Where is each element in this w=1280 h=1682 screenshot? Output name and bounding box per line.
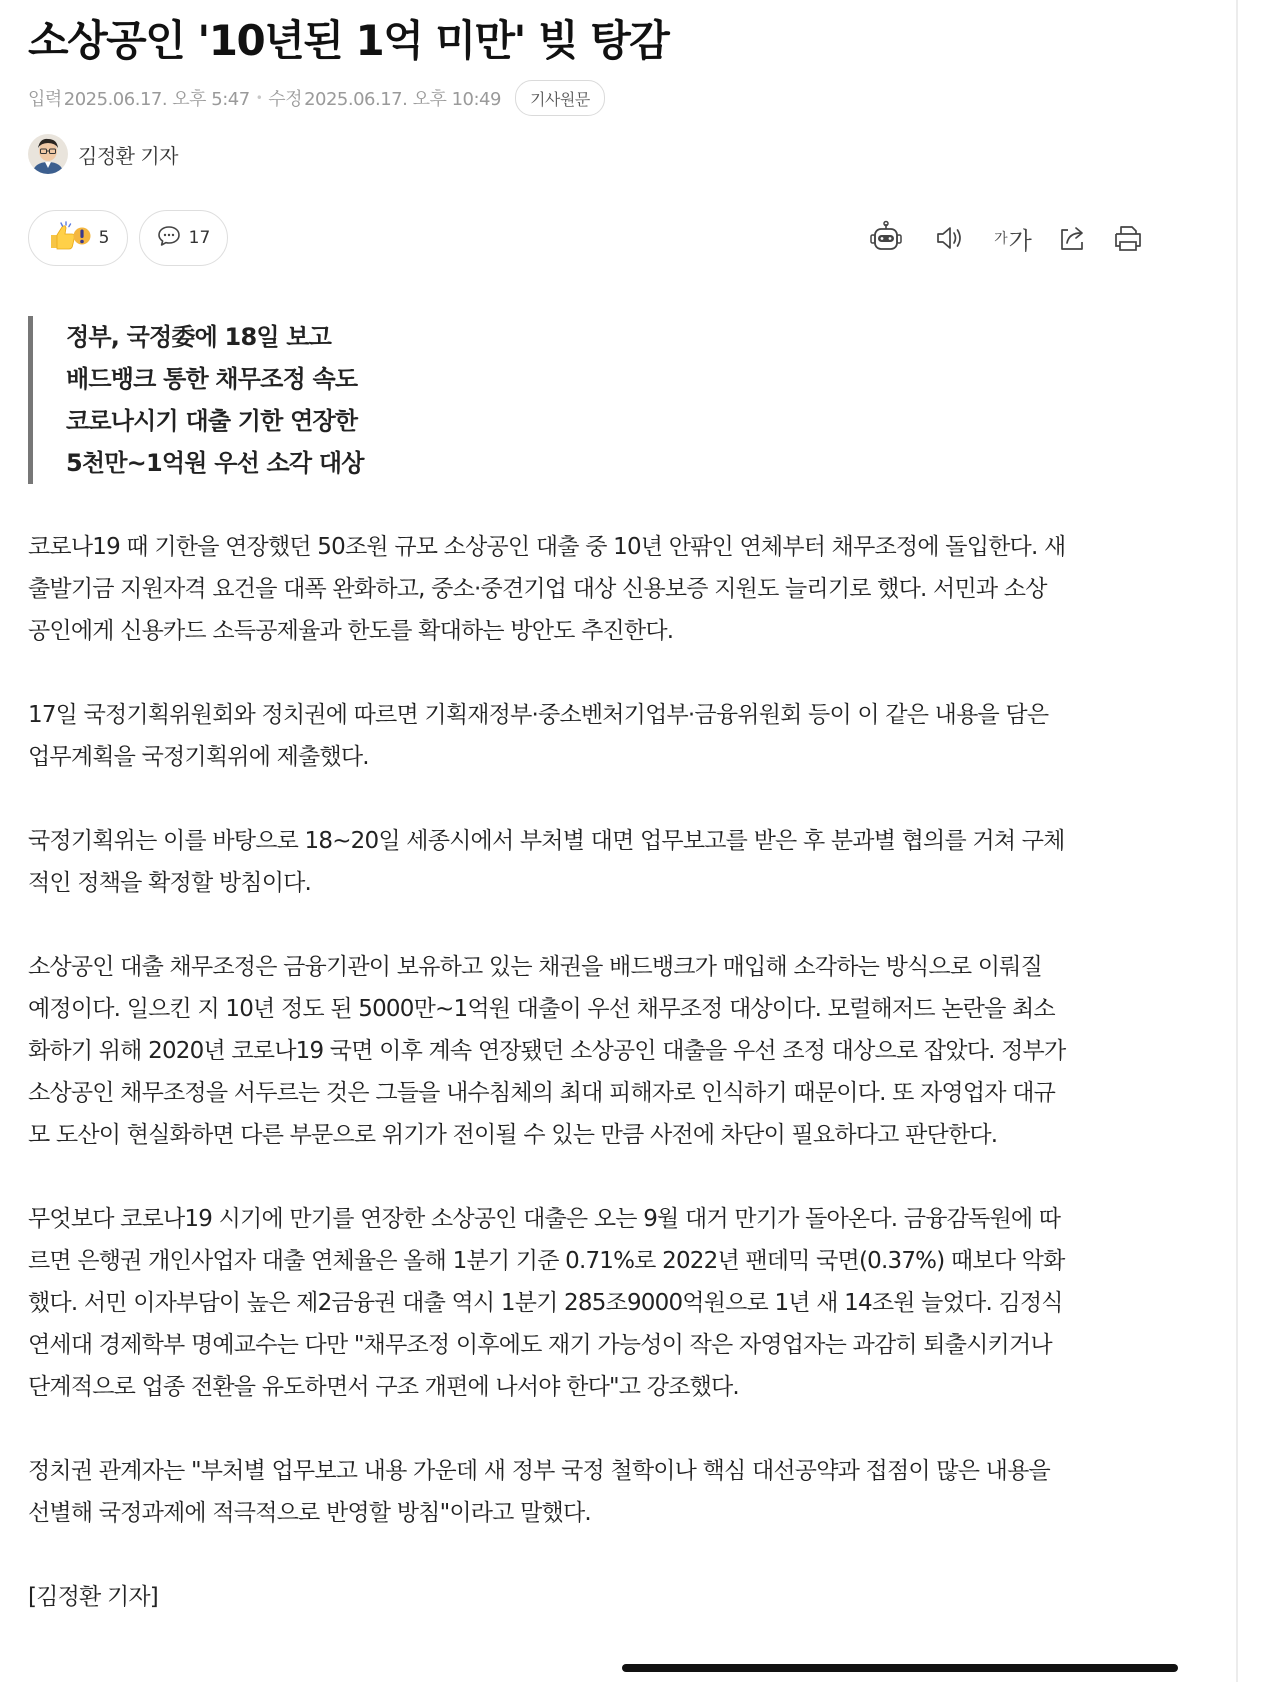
- speech-bubble-icon: [157, 225, 181, 251]
- article-summary: [28, 316, 364, 484]
- body-line: 17일 국정기획위원회와 정치권에 따르면 기획재정부·중소벤처기업부·금융위원회 등이 이 같은 내용을 담은: [28, 702, 1049, 728]
- body-line: 업무계획을 국정기획위에 제출했다.: [28, 744, 369, 770]
- font-size-small-label: 가: [994, 231, 1008, 247]
- body-line: 무엇보다 코로나19 시기에 만기를 연장한 소상공인 대출은 오는 9월 대거 만기가 돌아온다. 금융감독원에 따: [28, 1206, 1061, 1232]
- body-line: 모 도산이 현실화하면 다른 부문으로 위기가 전이될 수 있는 만큼 사전에 차단이 필요하다고 판단한다.: [28, 1122, 998, 1148]
- comment-count: 17: [188, 228, 211, 248]
- article-headline: 소상공인 '10년된 1억 미만' 빚 탕감: [28, 16, 669, 65]
- summary-line: 정부, 국정委에 18일 보고: [66, 323, 332, 351]
- reaction-button[interactable]: [28, 210, 128, 266]
- body-line: 르면 은행권 개인사업자 대출 연체율은 올해 1분기 기준 0.71%로 2022년 팬데믹 국면(0.37%) 때보다 악화: [28, 1248, 1065, 1274]
- body-line: 했다. 서민 이자부담이 높은 제2금융권 대출 역시 1분기 285조9000억원으로 1년 새 14조원 늘었다. 김정식: [28, 1290, 1063, 1316]
- speaker-icon[interactable]: [929, 218, 969, 258]
- edit-time: 2025.06.17. 오후 10:49: [304, 89, 501, 110]
- body-paragraph: [28, 820, 1178, 904]
- input-label: 입력: [28, 89, 62, 110]
- body-line: 예정이다. 일으킨 지 10년 정도 된 5000만~1억원 대출이 우선 채무조정 대상이다. 모럴해저드 논란을 최소: [28, 996, 1055, 1022]
- body-line: 단계적으로 업종 전환을 유도하면서 구조 개편에 나서야 한다"고 강조했다.: [28, 1374, 739, 1400]
- page-right-border: [1236, 0, 1238, 1682]
- author-avatar: [28, 134, 68, 174]
- print-icon[interactable]: [1108, 218, 1148, 258]
- share-icon[interactable]: [1052, 218, 1092, 258]
- byline-text: [김정환 기자]: [28, 1584, 158, 1610]
- summary-line: 배드뱅크 통한 채무조정 속도: [66, 365, 358, 393]
- body-paragraph: [28, 946, 1178, 1156]
- body-line: 정치권 관계자는 "부처별 업무보고 내용 가운데 새 정부 국정 철학이나 핵심 대선공약과 접점이 많은 내용을: [28, 1458, 1050, 1484]
- body-line: 선별해 국정과제에 적극적으로 반영할 방침"이라고 말했다.: [28, 1500, 591, 1526]
- article-meta: [28, 80, 605, 116]
- article-toolbar: [866, 218, 1196, 258]
- robot-icon[interactable]: [866, 218, 906, 258]
- author-name: 김정환 기자: [78, 143, 178, 168]
- byline: [28, 1576, 1178, 1618]
- summary-line: 5천만~1억원 우선 소각 대상: [66, 449, 364, 477]
- font-size-large-label: 가: [1008, 226, 1032, 255]
- body-line: 소상공인 채무조정을 서두르는 것은 그들을 내수침체의 최대 피해자로 인식하기 때문이다. 또 자영업자 대규: [28, 1080, 1056, 1106]
- comment-button[interactable]: [139, 210, 228, 266]
- meta-separator: •: [255, 91, 263, 105]
- body-line: 공인에게 신용카드 소득공제율과 한도를 확대하는 방안도 추진한다.: [28, 618, 674, 644]
- author[interactable]: [28, 134, 178, 174]
- thumbs-up-exclaim-icon: [47, 221, 91, 255]
- edit-label: 수정: [268, 89, 303, 110]
- font-size-icon[interactable]: [988, 218, 1038, 258]
- input-time: 2025.06.17. 오후 5:47: [63, 89, 250, 110]
- reaction-count: 5: [98, 228, 110, 248]
- body-line: 소상공인 대출 채무조정은 금융기관이 보유하고 있는 채권을 배드뱅크가 매입해 소각하는 방식으로 이뤄질: [28, 954, 1043, 980]
- home-indicator: [622, 1664, 1178, 1672]
- original-article-button[interactable]: 기사원문: [515, 80, 605, 116]
- body-paragraph: [28, 1198, 1178, 1408]
- body-line: 코로나19 때 기한을 연장했던 50조원 규모 소상공인 대출 중 10년 안팎인 연체부터 채무조정에 돌입한다. 새: [28, 534, 1066, 560]
- body-line: 출발기금 지원자격 요건을 대폭 완화하고, 중소·중견기업 대상 신용보증 지원도 늘리기로 했다. 서민과 소상: [28, 576, 1047, 602]
- body-line: 화하기 위해 2020년 코로나19 국면 이후 계속 연장됐던 소상공인 대출을 우선 조정 대상으로 잡았다. 정부가: [28, 1038, 1066, 1064]
- summary-line: 코로나시기 대출 기한 연장한: [66, 407, 358, 435]
- body-paragraph: [28, 694, 1178, 778]
- body-line: 연세대 경제학부 명예교수는 다만 "채무조정 이후에도 재기 가능성이 작은 자영업자는 과감히 퇴출시키거나: [28, 1332, 1052, 1358]
- body-paragraph: [28, 1450, 1178, 1534]
- body-line: 국정기획위는 이를 바탕으로 18~20일 세종시에서 부처별 대면 업무보고를 받은 후 분과별 협의를 거쳐 구체: [28, 828, 1065, 854]
- body-paragraph: [28, 526, 1178, 652]
- article-body: [28, 526, 1178, 1660]
- body-line: 적인 정책을 확정할 방침이다.: [28, 870, 312, 896]
